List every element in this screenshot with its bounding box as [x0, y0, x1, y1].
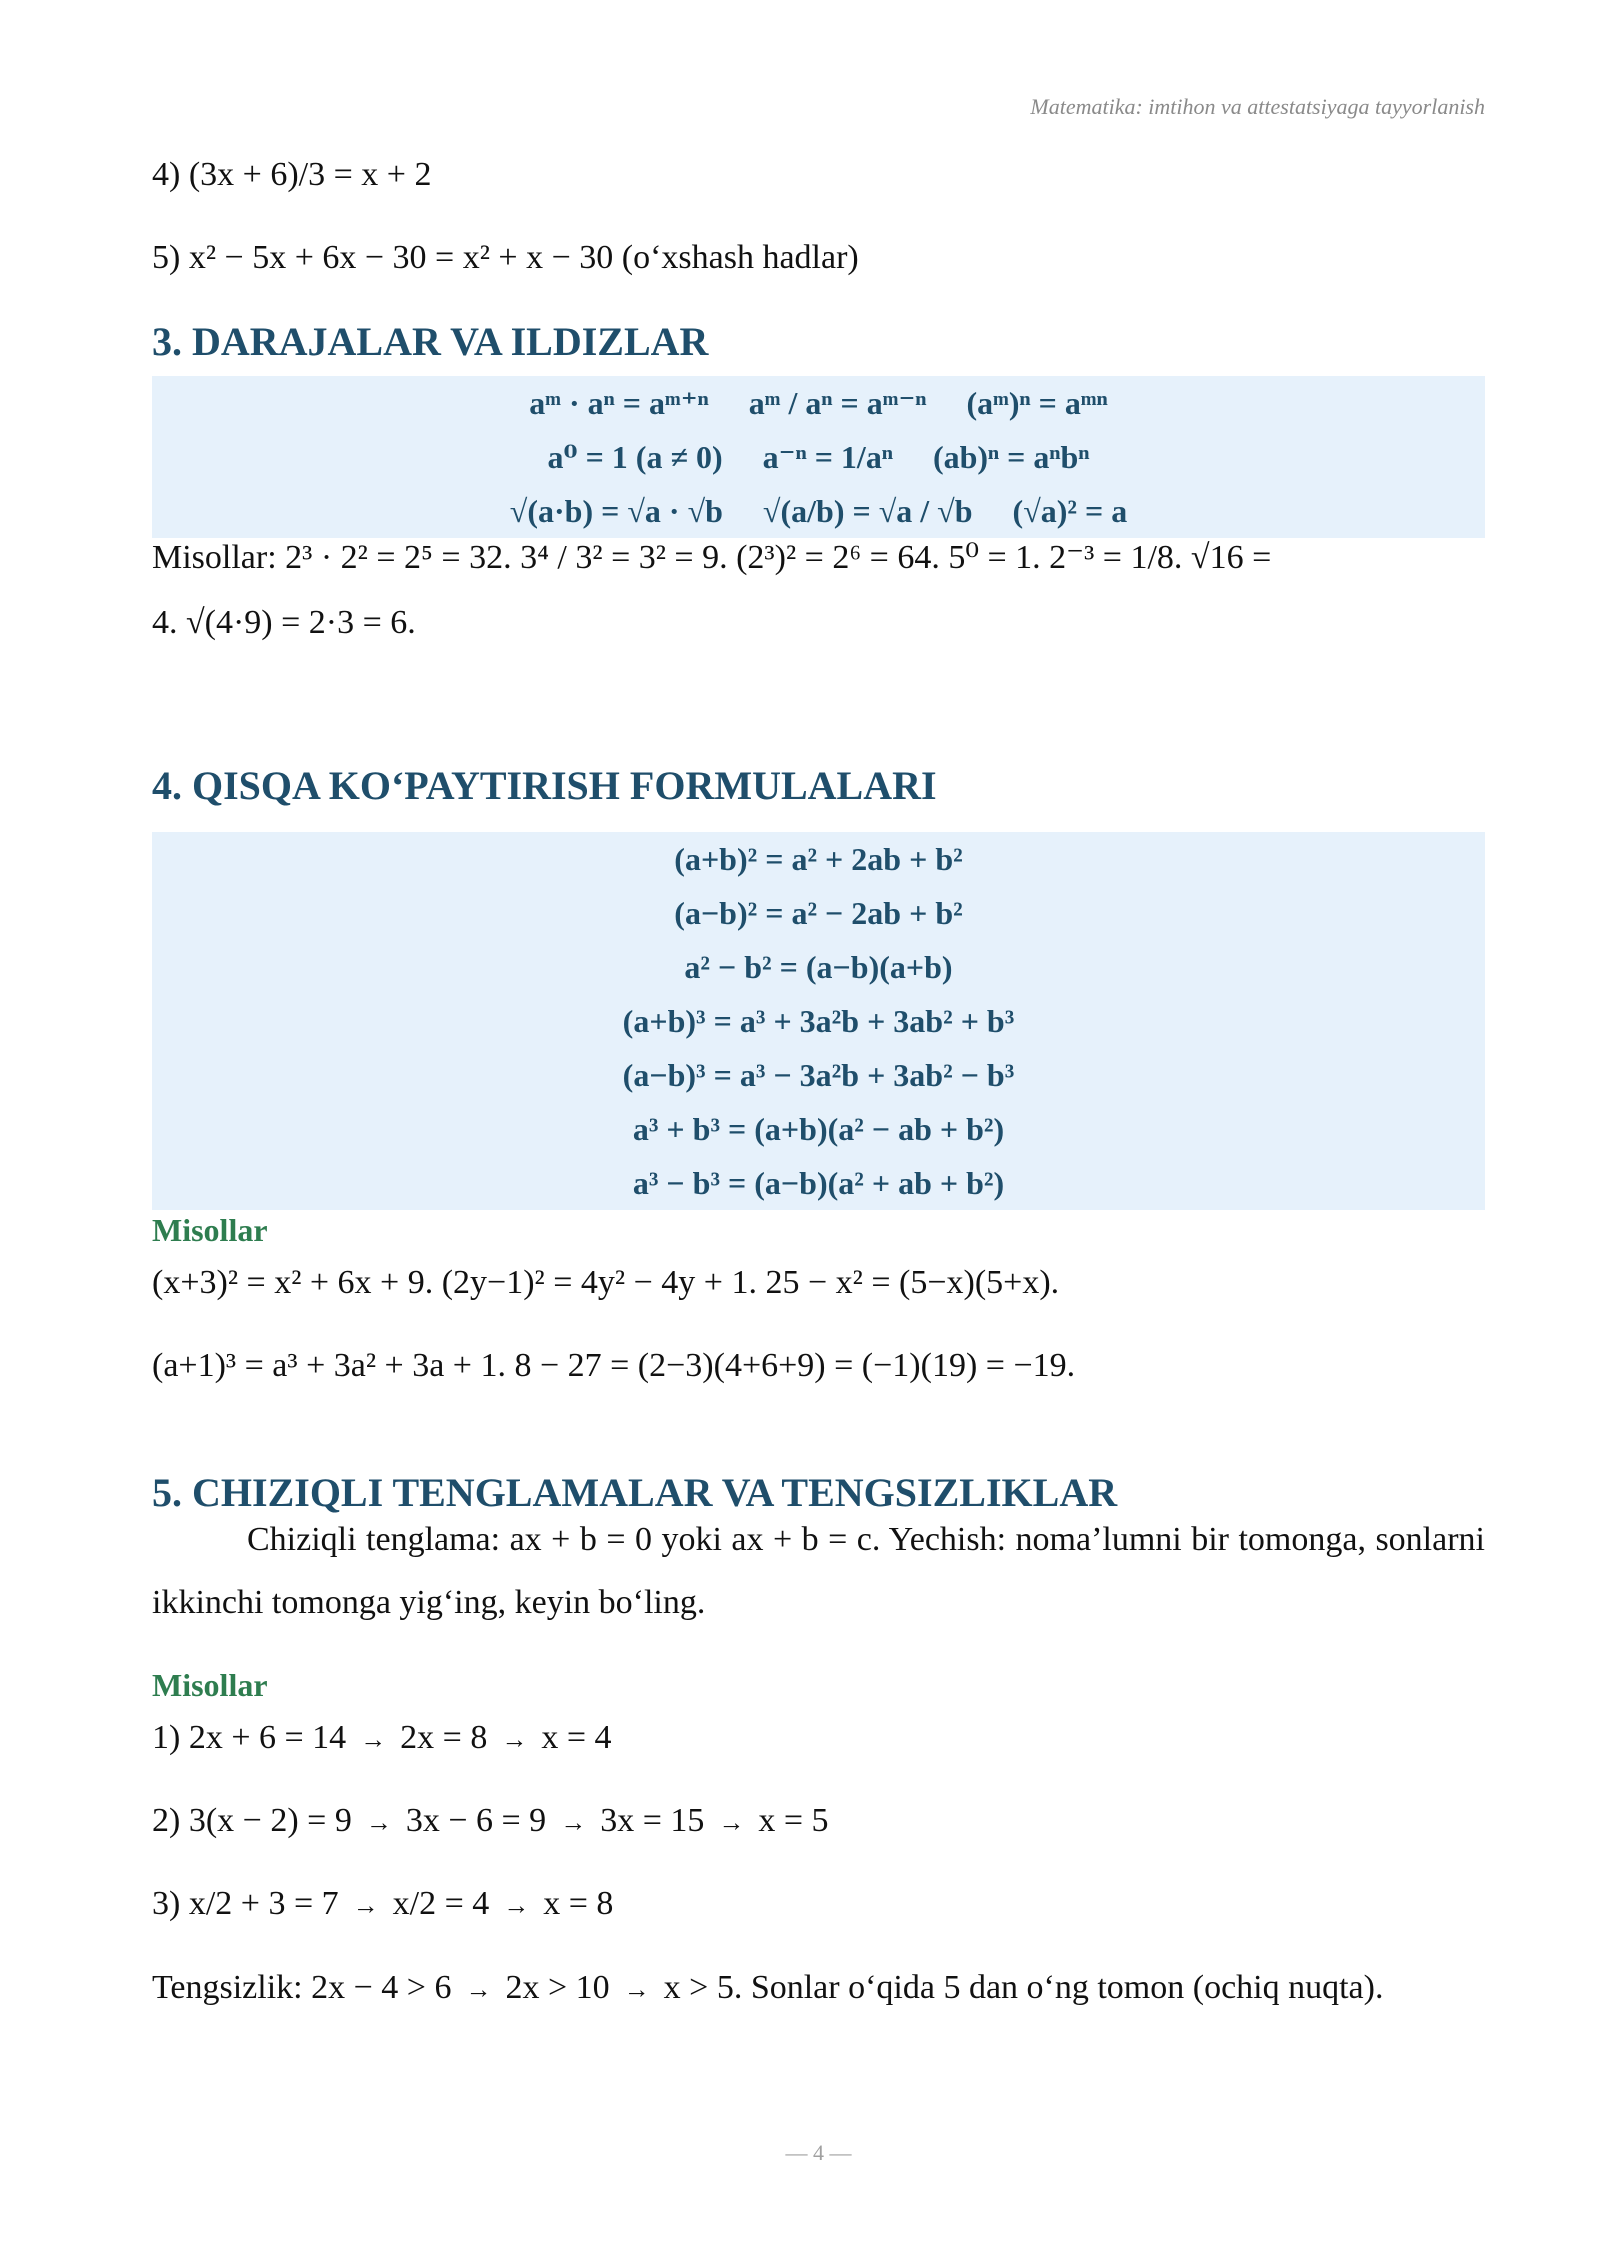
formula: aᵐ / aⁿ = aᵐ⁻ⁿ — [748, 385, 927, 421]
step: x = 5 — [758, 1802, 829, 1839]
step: 2x > 10 — [505, 1969, 610, 2006]
step: 3x = 15 — [600, 1802, 705, 1839]
step: Tengsizlik: 2x − 4 > 6 — [152, 1969, 452, 2006]
step: x = 8 — [543, 1885, 614, 1922]
formula: (ab)ⁿ = aⁿbⁿ — [932, 439, 1090, 475]
formula-row: (a−b)² = a² − 2ab + b² — [674, 895, 963, 931]
step: 2x = 8 — [400, 1719, 488, 1756]
step: 2) 3(x − 2) = 9 — [152, 1802, 352, 1839]
arrow-icon: → — [623, 1975, 650, 2004]
linear-equation-intro — [152, 1508, 1485, 1634]
arrow-icon: → — [465, 1975, 492, 2004]
formula-row: a³ + b³ = (a+b)(a² − ab + b²) — [632, 1111, 1005, 1147]
section-3-heading: 3. DARAJALAR VA ILDIZLAR — [152, 319, 709, 364]
section-5-heading: 5. CHIZIQLI TENGLAMALAR VA TENGSIZLIKLAR — [152, 1470, 1118, 1515]
inequality-paragraph — [152, 1956, 1485, 2021]
formula: a⁻ⁿ = 1/aⁿ — [762, 439, 893, 475]
formula: a⁰ = 1 (a ≠ 0) — [547, 439, 723, 475]
formula: aᵐ · aⁿ = aᵐ⁺ⁿ — [529, 385, 709, 421]
formula-row: a³ − b³ = (a−b)(a² + ab + b²) — [632, 1165, 1005, 1201]
powers-examples-line-1: Misollar: 2³ · 2² = 2⁵ = 32. 3⁴ / 3² = 3² = 9. (2³)² = 2⁶ = 64. 5⁰ = 1. 2⁻³ = 1/8. √16 = — [152, 539, 1272, 576]
arrow-icon: → — [352, 1891, 379, 1920]
running-header: Matematika: imtihon va attestatsiyaga tayyorlanish — [1030, 94, 1485, 119]
step: x > 5. Sonlar o‘qida 5 dan o‘ng tomon (ochiq nuqta). — [663, 1969, 1384, 2006]
step: 3) x/2 + 3 = 7 — [152, 1885, 339, 1922]
arrow-icon: → — [365, 1808, 392, 1837]
step: 3x − 6 = 9 — [405, 1802, 547, 1839]
formula-row — [152, 484, 1485, 538]
formula: (√a)² = a — [1012, 493, 1128, 529]
example-line: (x+3)² = x² + 6x + 9. (2y−1)² = 4y² − 4y + 1. 25 − x² = (5−x)(5+x). — [152, 1264, 1060, 1301]
powers-examples-line-2: 4. √(4·9) = 2·3 = 6. — [152, 604, 416, 641]
examples-label: Misollar — [152, 1212, 268, 1248]
arrow-icon: → — [360, 1725, 387, 1754]
arrow-icon: → — [501, 1725, 528, 1754]
powers-formula-box — [152, 376, 1485, 538]
formula-row: (a+b)³ = a³ + 3a²b + 3ab² + b³ — [622, 1003, 1015, 1039]
arrow-icon: → — [503, 1891, 530, 1920]
arrow-icon: → — [718, 1808, 745, 1837]
step: 1) 2x + 6 = 14 — [152, 1719, 347, 1756]
short-multiplication-formula-box — [152, 832, 1485, 1210]
formula-row — [152, 430, 1485, 484]
formula: √(a·b) = √a · √b — [509, 493, 723, 529]
linear-example-3 — [152, 1883, 613, 1927]
intro-text: Chiziqli tenglama: ax + b = 0 yoki ax + b = c. Yechish: noma’lumni bir tomonga, sonlarni ikkinchi tomonga yig‘ing, keyin bo‘ling. — [152, 1521, 1485, 1621]
section-4-heading: 4. QISQA KO‘PAYTIRISH FORMULALARI — [152, 763, 937, 808]
linear-example-2 — [152, 1800, 829, 1844]
formula: (aᵐ)ⁿ = aᵐⁿ — [966, 385, 1108, 421]
step: x/2 = 4 — [392, 1885, 490, 1922]
formula-row: (a+b)² = a² + 2ab + b² — [674, 841, 963, 877]
formula-row: a² − b² = (a−b)(a+b) — [684, 949, 953, 985]
example-line: (a+1)³ = a³ + 3a² + 3a + 1. 8 − 27 = (2−3)(4+6+9) = (−1)(19) = −19. — [152, 1347, 1076, 1384]
linear-example-1 — [152, 1717, 612, 1761]
formula-row — [152, 376, 1485, 430]
formula: √(a/b) = √a / √b — [762, 493, 973, 529]
formula-row: (a−b)³ = a³ − 3a²b + 3ab² − b³ — [622, 1057, 1015, 1093]
page-number: — 4 — — [785, 2140, 852, 2165]
arrow-icon: → — [560, 1808, 587, 1837]
examples-label: Misollar — [152, 1667, 268, 1703]
step: x = 4 — [541, 1719, 612, 1756]
equation-line-5: 5) x² − 5x + 6x − 30 = x² + x − 30 (o‘xshash hadlar) — [152, 239, 859, 276]
document-page — [152, 0, 1485, 2262]
equation-line-4: 4) (3x + 6)/3 = x + 2 — [152, 156, 432, 193]
